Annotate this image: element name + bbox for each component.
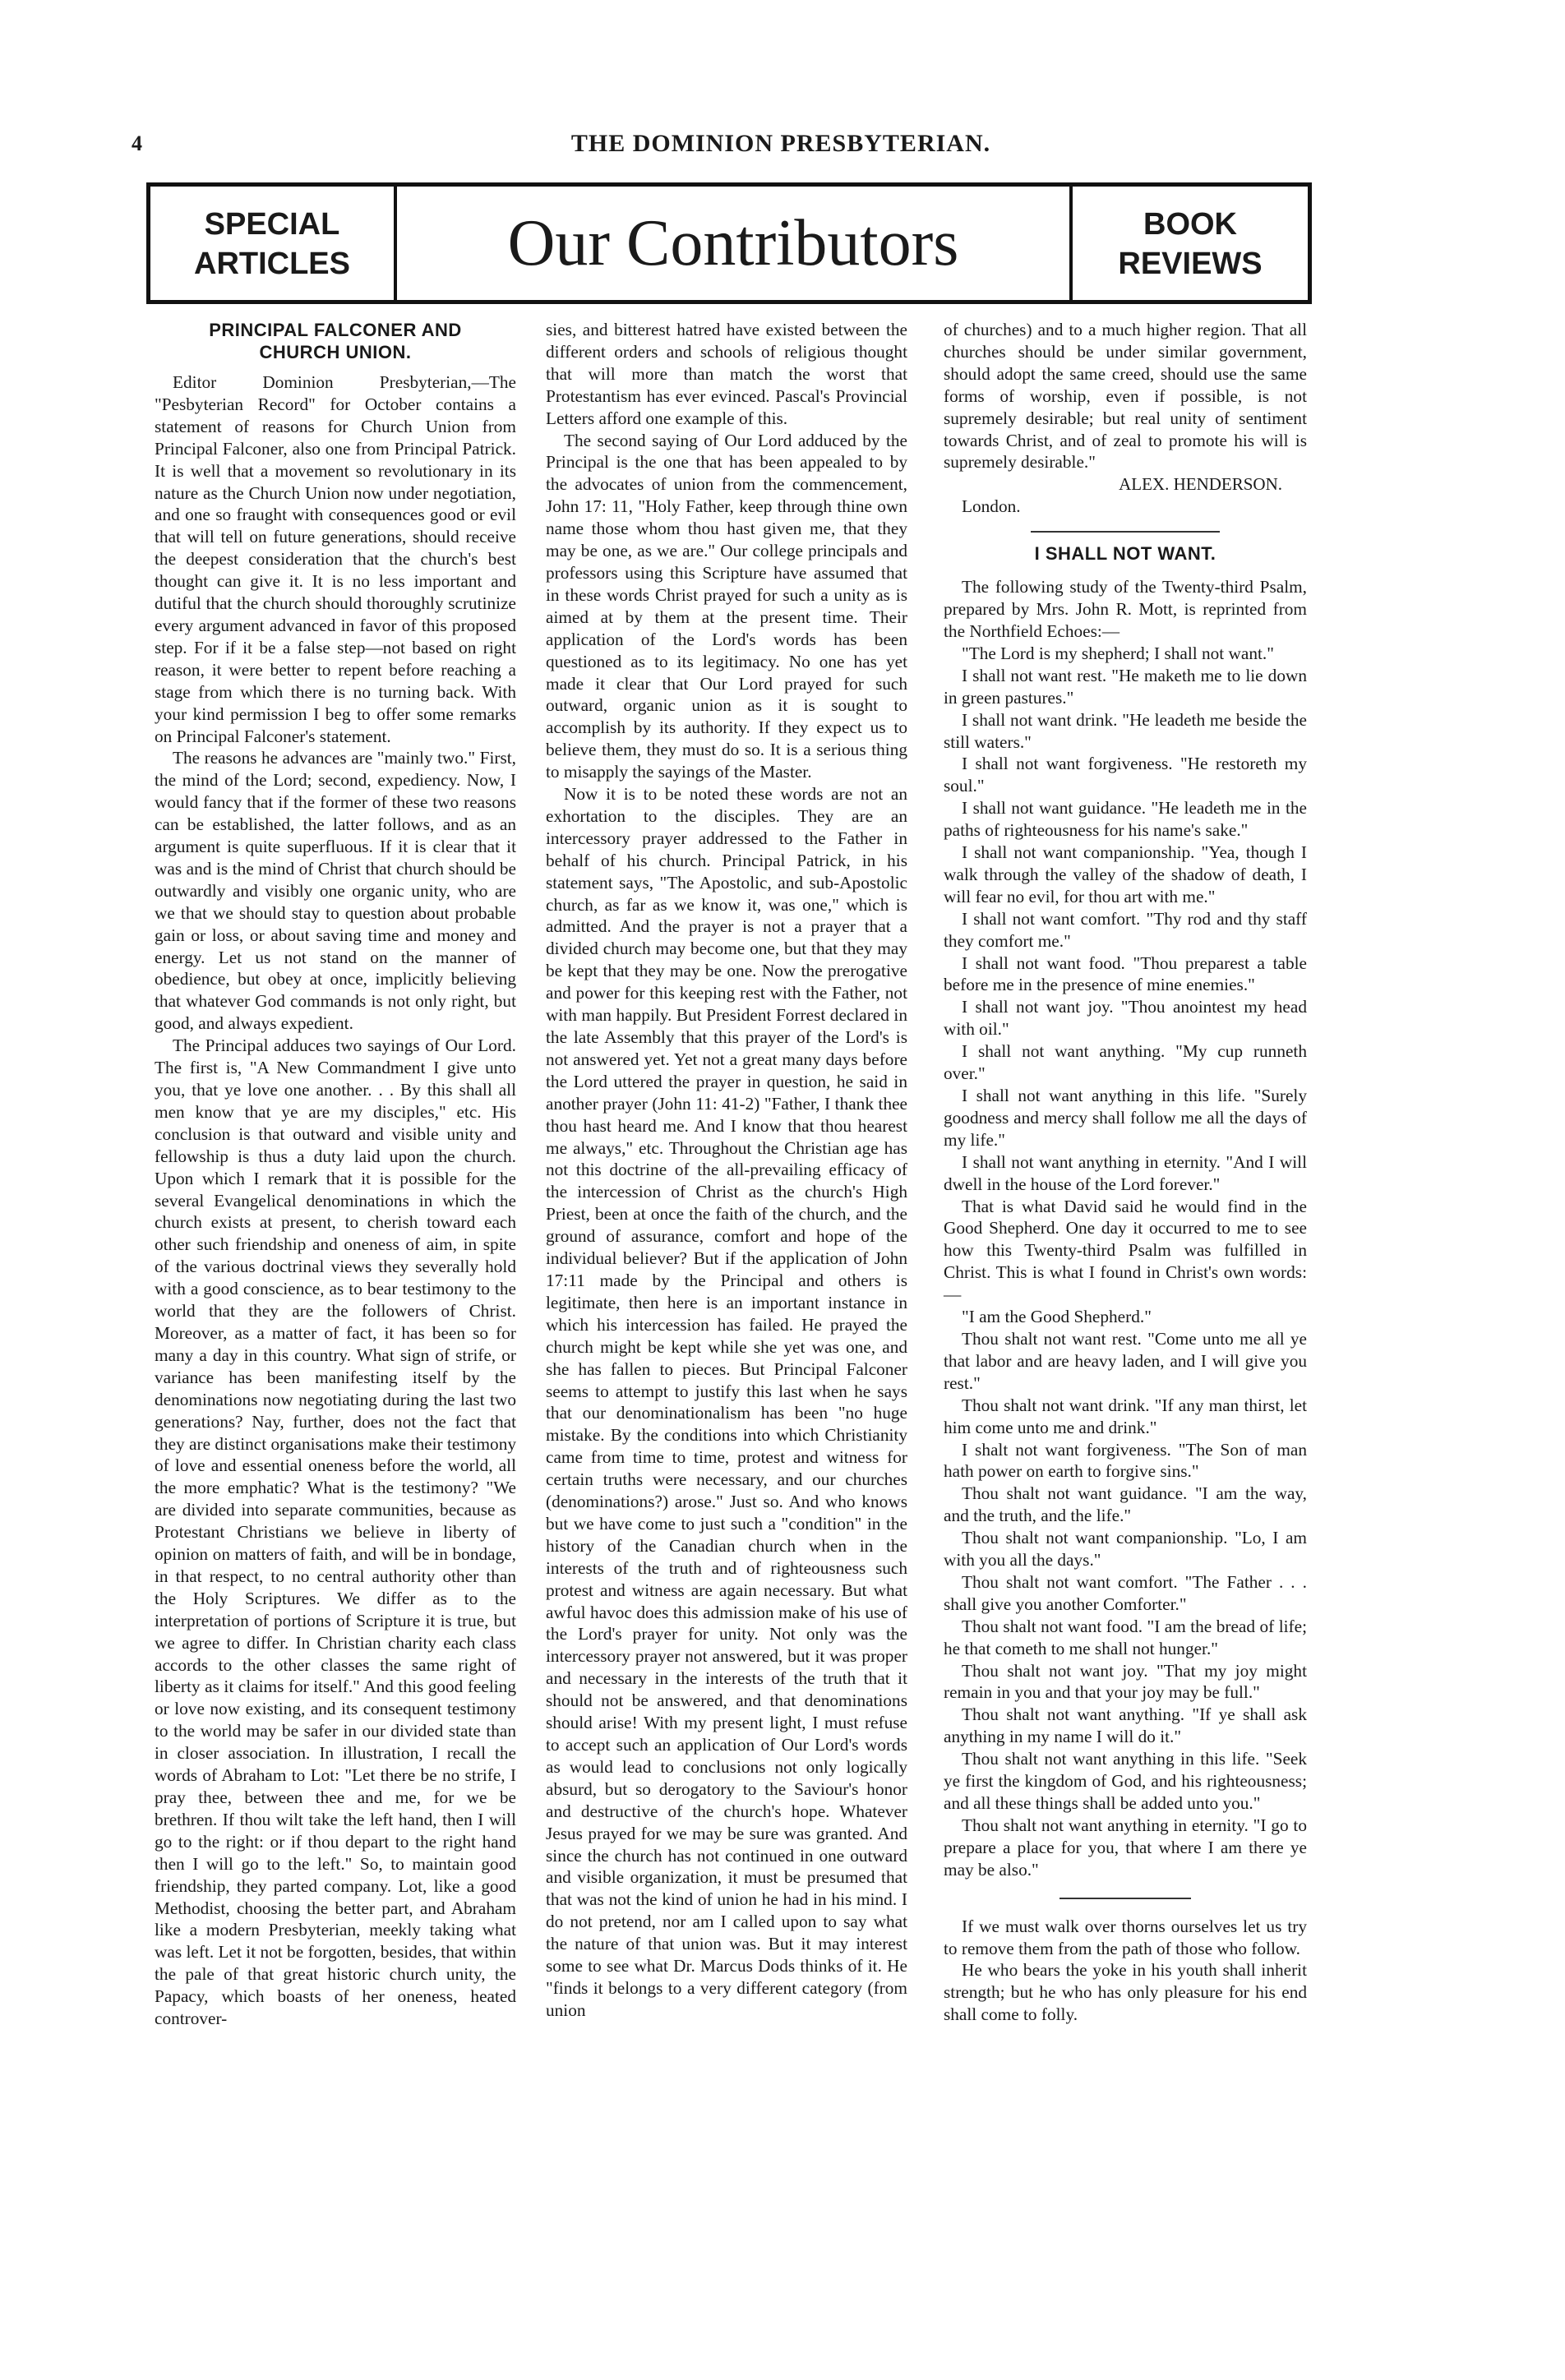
filler-paragraph: If we must walk over thorns ourselves let us try to remove them from the path of those who follow. xyxy=(944,1916,1307,1958)
psalm-line: I shall not want anything. "My cup runneth over." xyxy=(944,1041,1307,1084)
column-1 xyxy=(155,319,516,2030)
article-paragraph: The reasons he advances are "mainly two." First, the mind of the Lord; second, expediency. Now, I would fancy that if the former of these two reasons can be established, the latter follows, and as an argument is quite superfluous. If it is clear that it was and is the mind of Christ that church should be outwardly and visibly one organic unity, who are we that we should stay to question about probable gain or loss, or about saving time and money and energy. Let us not stand on the manner of obedience, but obey at once, implicitly believing that whatever God commands is not only right, but good, and always expedient. xyxy=(155,748,516,1034)
filler-paragraph: He who bears the yoke in his youth shall inherit strength; but he who has only pleasure for his end shall come to folly. xyxy=(944,1960,1307,2025)
book-reviews-line1: BOOK xyxy=(1143,207,1237,242)
article-paragraph-continued: sies, and bitterest hatred have existed between the different orders and schools of religious thought that will more than match the worst that Protestantism has ever evinced. Pascal's Provincial Letters afford one example of this. xyxy=(546,320,907,428)
article-paragraph: The second saying of Our Lord adduced by the Principal is the one that has been appealed to by the advocates of union from the commencement, John 17: 11, "Holy Father, keep through thine own name those whom thou hast given me, that they may be one, as we are." Our college principals and professors using this Scripture have assumed that in these words Christ prayed for such a unity as is aimed at by them at the present time. Their application of the Lord's words has been questioned as to its legitimacy. No one has yet made it clear that Our Lord prayed for such outward, organic union as it is sought to accomplish by its authority. If they expect us to believe them, they must do so. It is a serious thing to misapply the sayings of the Master. xyxy=(546,430,907,782)
special-articles-line2: ARTICLES xyxy=(194,247,350,281)
article-paragraph: Now it is to be noted these words are not an exhortation to the disciples. They are an intercessory prayer addressed to the Father in behalf of his church. Principal Patrick, in his statement says, "The Apostolic, and sub-Apostolic church, as far as we know it, was one," which is admitted. And the prayer is not a prayer that a divided church may become one, but that they may be kept that they may be one. Now the prerogative and power for this keeping rest with the Father, not with man happily. But President Forrest declared in the late Assembly that this prayer of the Lord's is not answered yet. Yet not a great many days before the Lord uttered the prayer in question, he said in another prayer (John 11: 41-2) "Father, I thank thee thou hast heard me. And I know that thou hearest me always," etc. Throughout the Christian age has not this doctrine of the all-prevailing efficacy of the intercession of Christ as the church's High Priest, been at once the faith of the church, and the ground of assurance, comfort and hope of the individual believer? But if the application of John 17:11 made by the Principal and others is legitimate, then here is an important instance in which his intercession has failed. He prayed the church might be kept while she yet was one, and she has fallen to pieces. But Principal Falconer seems to attempt to justify this last when he says that our denominationalism has been "no huge mistake. By the conditions into which Christianity came from time to time, protest and witness for certain truths were necessary, and our churches (denominations?) arose." Just so. And who knows but we have come to just such a "condition" in the history of the Canadian church when in the interests of the truth and of righteousness such protest and witness are again necessary. But what awful havoc does this admission make of his use of the Lord's prayer for unity. Not only was the intercessory prayer not answered, but it was proper and necessary in the interests of the truth that it should not be answered, and that denominations should arise! With my present light, I must refuse to accept such an application of Our Lord's words as would lead to conclusions not only logically absurd, but so derogatory to the Saviour's honor and destructive of the church's hope. Whatever Jesus prayed for we may be sure was granted. And since the church has not continued in one outward and visible organization, it must be presumed that that was not the kind of union he had in his mind. I do not pretend, nor am I called upon to say what the nature of that union was. But it may interest some to see what Dr. Marcus Dods thinks of it. He "finds it belongs to a very different category (from union xyxy=(546,784,907,2020)
psalm-line: "I am the Good Shepherd." xyxy=(962,1307,1152,1327)
page-number: 4 xyxy=(132,131,142,155)
section-title: Our Contributors xyxy=(507,207,959,279)
divider-rule xyxy=(1031,531,1220,533)
author-signature: ALEX. HENDERSON. xyxy=(1119,474,1282,495)
book-reviews-box xyxy=(1069,187,1308,300)
article-title-line2: CHURCH UNION. xyxy=(259,342,412,362)
article-paragraph-continued: of churches) and to a much higher region. That all churches should be under similar government, should adopt the same creed, should use the same forms of worship, even if possible, is not supremely desirable; but real unity of sentiment towards Christ, and of zeal to promote his will is supremely desirable." xyxy=(944,320,1307,473)
psalm-line: I shall not want food. "Thou preparest a table before me in the presence of mine enemies." xyxy=(944,952,1307,995)
psalm-line: Thou shalt not want anything in eternity. "I go to prepare a place for you, that where I am there ye may be also." xyxy=(944,1815,1307,1880)
running-title: THE DOMINION PRESBYTERIAN. xyxy=(570,130,991,157)
article-title-line1: PRINCIPAL FALCONER AND xyxy=(209,320,462,340)
special-articles-box xyxy=(150,187,397,300)
psalm-line: The following study of the Twenty-third Psalm, prepared by Mrs. John R. Mott, is reprinted from the Northfield Echoes:— xyxy=(944,577,1307,641)
psalm-line: I shall not want guidance. "He leadeth me in the paths of righteousness for his name's sake." xyxy=(944,798,1307,841)
column-3 xyxy=(944,319,1307,2026)
book-reviews-line2: REVIEWS xyxy=(1118,247,1263,281)
psalm-line: Thou shalt not want anything. "If ye shall ask anything in my name I will do it." xyxy=(944,1704,1307,1747)
divider-rule xyxy=(1059,1898,1191,1899)
psalm-line: I shall not want forgiveness. "He restoreth my soul." xyxy=(944,754,1307,796)
psalm-line: That is what David said he would find in the Good Shepherd. One day it occurred to me to see how this Twenty-third Psalm was fulfilled in Christ. This is what I found in Christ's own words:— xyxy=(944,1196,1307,1305)
psalm-line: "The Lord is my shepherd; I shall not want." xyxy=(962,643,1274,663)
psalm-line: Thou shalt not want food. "I am the bread of life; he that cometh to me shall not hunger." xyxy=(944,1616,1307,1658)
article-paragraph: The Principal adduces two sayings of Our Lord. The first is, "A New Commandment I give unto you, that ye love one another. . . By this shall all men know that ye are my disciples," etc. His conclusion is that outward and visible unity and fellowship is thus a duty laid upon the church. Upon which I remark that it is possible for the several Evangelical denominations in which the church exists at present, to cherish toward each other such friendship and oneness of aim, in spite of the various doctrinal views they severally hold with a good conscience, as to bear testimony to the world that they are the followers of Christ. Moreover, as a matter of fact, it has been so for many a day in this country. What sign of strife, or variance has been manifesting itself by the denominations now negotiating during the last two generations? Nay, further, does not the fact that they are distinct organisations make their testimony of love and essential oneness before the world, all the more emphatic? What is the testimony? "We are divided into separate communities, because as Protestant Christians we believe in liberty of opinion on matters of faith, and will be in bondage, in that respect, to no central authority other than the Holy Scriptures. We differ as to the interpretation of portions of Scripture it is true, but we agree to differ. In Christian charity each class accords to the other classes the same right of liberty as it claims for itself." And this good feeling or love now existing, and its consequent testimony to the world may be safer in our divided state than in closer association. In illustration, I recall the words of Abraham to Lot: "Let there be no strife, I pray thee, between thee and me, for we be brethren. If thou wilt take the left hand, then I will go to the right: or if thou depart to the right hand then I will go to the left." So, to maintain good friendship, they parted company. Lot, like a good Methodist, choosing the better part, and Abraham like a modern Presbyterian, meekly taking what was left. Let it not be forgotten, besides, that within the pale of that great historic church unity, the Papacy, which boasts of her oneness, heated controver- xyxy=(155,1035,516,2029)
article-title-falconer xyxy=(155,319,516,363)
psalm-line: Thou shalt not want rest. "Come unto me all ye that labor and are heavy laden, and I will give you rest." xyxy=(944,1328,1307,1393)
psalm-line: I shalt not want forgiveness. "The Son of man hath power on earth to forgive sins." xyxy=(944,1439,1307,1482)
psalm-line: I shall not want companionship. "Yea, though I walk through the valley of the shadow of death, I will fear no evil, for thou art with me." xyxy=(944,842,1307,906)
psalm-line: I shall not want drink. "He leadeth me beside the still waters." xyxy=(944,709,1307,752)
psalm-line: I shall not want anything in eternity. "And I will dwell in the house of the Lord forever." xyxy=(944,1151,1307,1194)
article-paragraph: Editor Dominion Presbyterian,—The "Pesbyterian Record" for October contains a statement of reasons for Church Union from Principal Falconer, also one from Principal Patrick. It is well that a movement so revolutionary in its nature as the Church Union now under negotiation, and one so fraught with consequences good or evil that will tell on future generations, should receive the deepest consideration that the church's best thought can give it. It is no less important and dutiful that the church should thoroughly scrutinize every argument advanced in favor of this proposed step. For if it be a false step—not based on right reason, it were better to repent before reaching a stage from which there is no turning back. With your kind permission I beg to offer some remarks on Principal Falconer's statement. xyxy=(155,372,516,746)
psalm-line: Thou shalt not want drink. "If any man thirst, let him come unto me and drink." xyxy=(944,1395,1307,1437)
psalm-study xyxy=(944,576,1307,1880)
psalm-line: Thou shalt not want joy. "That my joy might remain in you and that your joy may be full." xyxy=(944,1660,1307,1703)
psalm-line: Thou shalt not want comfort. "The Father . . . shall give you another Comforter." xyxy=(944,1571,1307,1614)
psalm-line: Thou shalt not want anything in this life. "Seek ye first the kingdom of God, and his righteousness; and all these things shall be added unto you." xyxy=(944,1749,1307,1813)
article-title-shall-not-want: I SHALL NOT WANT. xyxy=(1034,543,1216,565)
psalm-line: Thou shalt not want guidance. "I am the way, and the truth, and the life." xyxy=(944,1483,1307,1526)
author-place: London. xyxy=(962,496,1021,517)
psalm-line: Thou shalt not want companionship. "Lo, I am with you all the days." xyxy=(944,1528,1307,1571)
special-articles-line1: SPECIAL xyxy=(204,207,340,242)
psalm-line: I shall not want rest. "He maketh me to lie down in green pastures." xyxy=(944,665,1307,708)
column-2 xyxy=(546,319,907,2022)
psalm-line: I shall not want joy. "Thou anointest my head with oil." xyxy=(944,997,1307,1040)
psalm-line: I shall not want comfort. "Thy rod and thy staff they comfort me." xyxy=(944,908,1307,951)
section-banner xyxy=(146,182,1312,304)
psalm-line: I shall not want anything in this life. "Surely goodness and mercy shall follow me all the days of my life." xyxy=(944,1086,1307,1150)
